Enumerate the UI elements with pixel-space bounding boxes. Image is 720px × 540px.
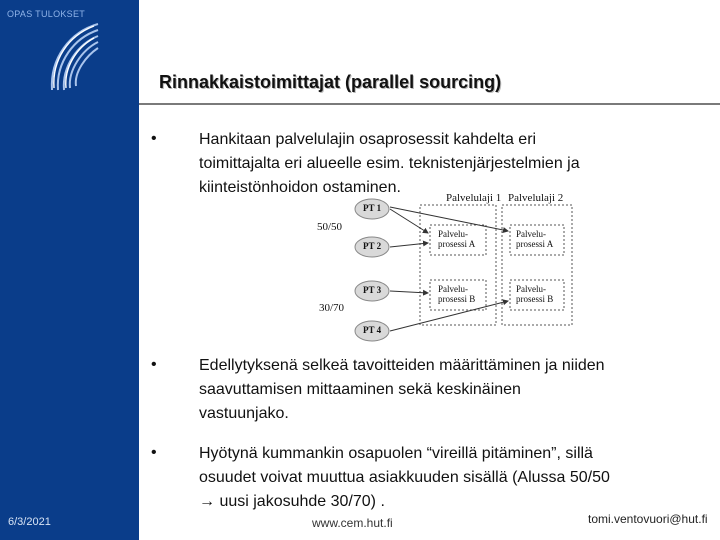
bullet-marker: •: [151, 356, 157, 373]
bullet-3: [199, 442, 610, 514]
logo: [0, 0, 139, 100]
sidebar: [0, 0, 139, 540]
box-b2-label: [516, 284, 553, 304]
box-a1-label: [438, 229, 475, 249]
slide-date: 6/3/2021: [8, 516, 51, 528]
pt4-label: PT 4: [363, 325, 382, 335]
box-b1-label: [438, 284, 475, 304]
logo-arcs-icon: [40, 18, 102, 96]
logo-text: OPAS TULOKSET: [7, 9, 86, 19]
bullet-marker: •: [151, 130, 157, 147]
pt1-label: PT 1: [363, 203, 382, 213]
bullet-2-line-1: Edellytyksenä selkeä tavoitteiden määrittäminen ja niiden: [199, 357, 605, 374]
box-a2-label: [516, 229, 553, 249]
bullet-marker: •: [151, 444, 157, 461]
box-b1-line-2: prosessi B: [438, 294, 476, 304]
ratio-bottom-label: 30/70: [319, 302, 345, 314]
bullet-1-line-2: toimittajalta eri alueelle esim. teknistenjärjestelmien ja: [199, 155, 580, 172]
bullet-3-line-3: → uusi jakosuhde 30/70) .: [199, 493, 385, 510]
sourcing-diagram: [300, 185, 590, 350]
pt3-label: PT 3: [363, 285, 382, 295]
bullet-2-line-3: vastuunjako.: [199, 405, 289, 422]
bullet-3-line-2: osuudet voivat muuttua asiakkuuden sisällä (Alussa 50/50: [199, 469, 610, 486]
ratio-top-label: 50/50: [317, 221, 343, 233]
service-2-label: Palvelulaji 2: [508, 192, 564, 204]
box-a1-line-1: Palvelu-: [438, 229, 468, 239]
bullet-1-line-1: Hankitaan palvelulajin osaprosessit kahdelta eri: [199, 131, 537, 148]
bullet-2: [199, 354, 605, 426]
footer-url: www.cem.hut.fi: [312, 516, 393, 530]
box-a2-line-2: prosessi A: [516, 239, 554, 249]
bullet-2-line-2: saavuttamisen mittaaminen sekä keskinäinen: [199, 381, 521, 398]
box-b2-line-1: Palvelu-: [516, 284, 546, 294]
footer-email: tomi.ventovuori@hut.fi: [588, 512, 708, 526]
box-b1-line-1: Palvelu-: [438, 284, 468, 294]
pt2-label: PT 2: [363, 241, 382, 251]
box-a2-line-1: Palvelu-: [516, 229, 546, 239]
slide-title: Rinnakkaistoimittajat (parallel sourcing): [159, 72, 502, 92]
bullet-3-line-1: Hyötynä kummankin osapuolen “vireillä pitäminen”, sillä: [199, 445, 593, 462]
box-a1-line-2: prosessi A: [438, 239, 476, 249]
bullet-1-line-3: kiinteistönhoidon ostaminen.: [199, 179, 401, 196]
box-b2-line-2: prosessi B: [516, 294, 554, 304]
service-1-label: Palvelulaji 1: [446, 192, 502, 204]
diagram-graphic: [300, 185, 590, 345]
title-divider: [139, 103, 720, 105]
